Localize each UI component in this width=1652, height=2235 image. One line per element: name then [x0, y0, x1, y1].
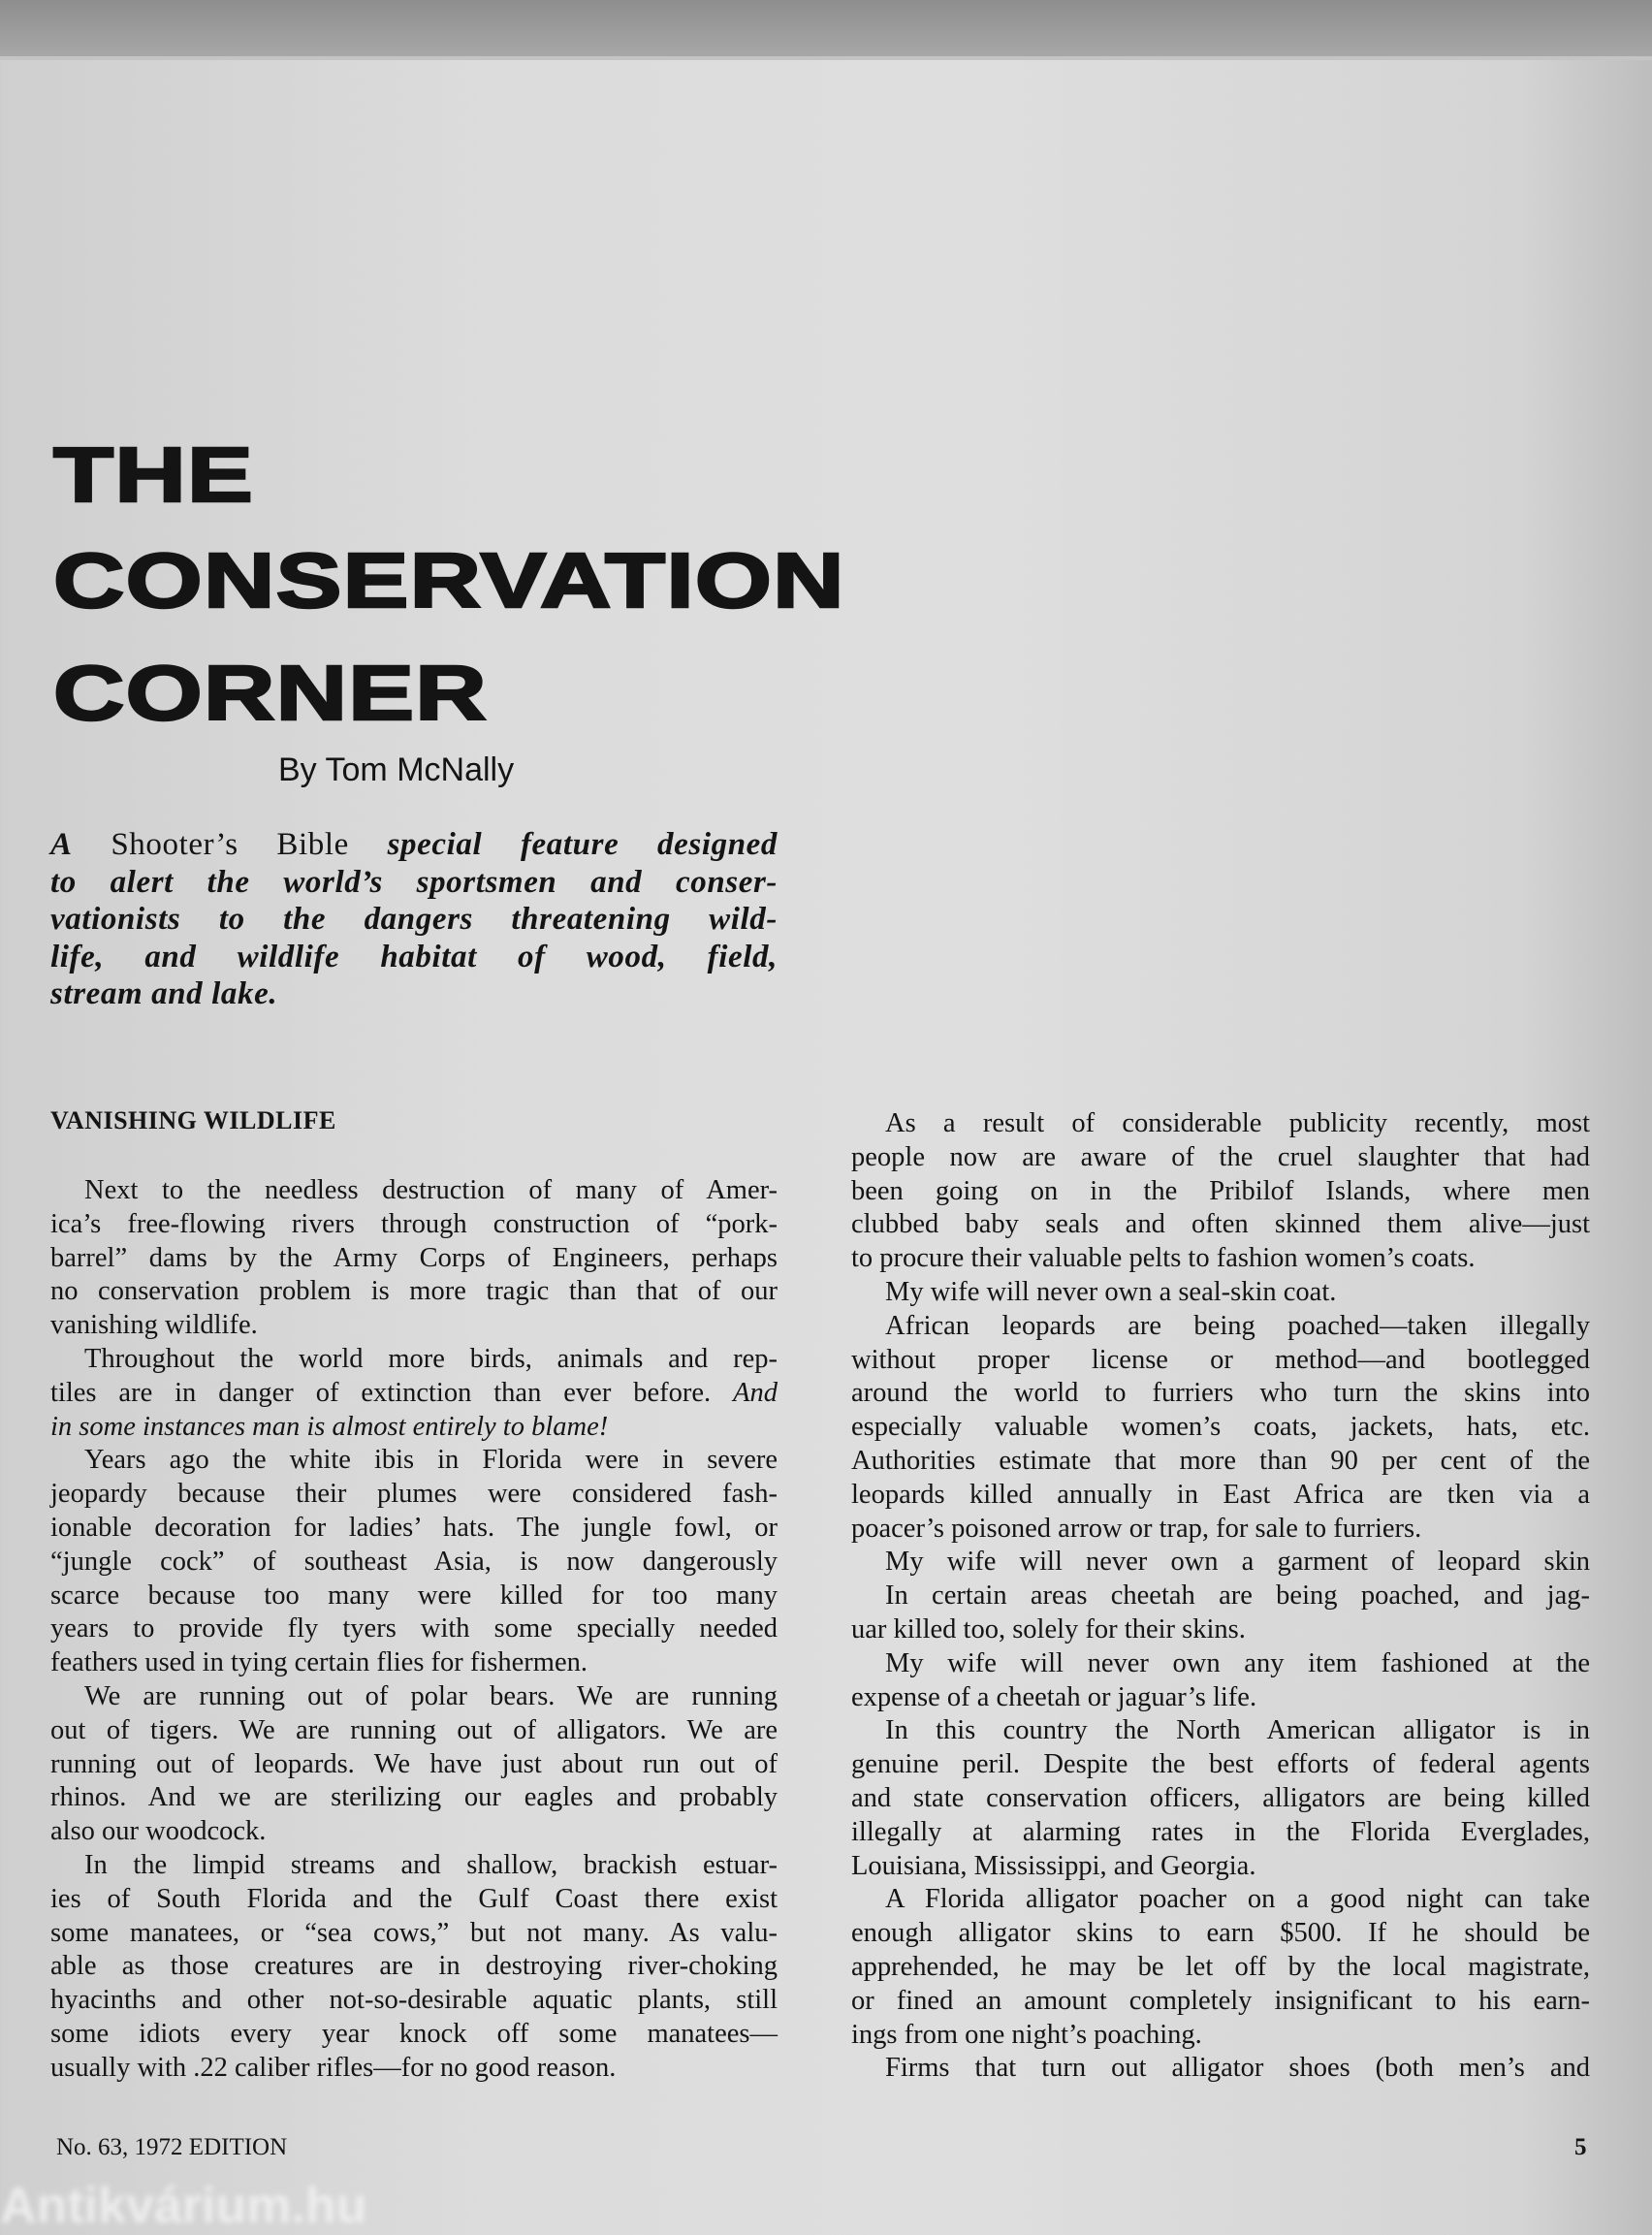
text-line: genuine peril. Despite the best efforts of federal agents	[851, 1749, 1590, 1780]
left-column	[50, 1174, 778, 2086]
text-line: ings from one night’s poaching.	[851, 2019, 1202, 2050]
text-line: feathers used in tying certain flies for fishermen.	[50, 1647, 588, 1678]
publication-name: Shooter’s Bible	[72, 827, 349, 862]
text-line: “jungle cock” of southeast Asia, is now dangerously	[50, 1546, 778, 1577]
intro-line: to alert the world’s sportsmen and conser-	[50, 864, 778, 900]
section-heading: VANISHING WILDLIFE	[50, 1106, 336, 1134]
paragraph	[50, 1680, 778, 1849]
italic-segment: in some instances man is almost entirely to blame!	[50, 1411, 609, 1442]
text-line: As a result of considerable publicity recently, most	[885, 1108, 1590, 1138]
text-line: Authorities estimate that more than 90 per cent of the	[851, 1445, 1590, 1476]
text-line: barrel” dams by the Army Corps of Engineers, perhaps	[50, 1242, 778, 1273]
text-line: jeopardy because their plumes were considered fash-	[50, 1479, 778, 1510]
paragraph	[851, 1647, 1590, 1715]
text-line: out of tigers. We are running out of alligators. We are	[50, 1714, 778, 1745]
byline: By Tom McNally	[278, 751, 515, 788]
text-line: able as those creatures are in destroying river-choking	[50, 1951, 778, 1982]
text-line: Throughout the world more birds, animals and rep-	[84, 1343, 778, 1374]
intro-lead-rest: special feature designed	[348, 827, 778, 862]
text-line: leopards killed annually in East Africa are tken via a	[851, 1479, 1590, 1510]
text-line: In certain areas cheetah are being poached, and jag-	[885, 1580, 1590, 1612]
text-line: A Florida alligator poacher on a good night can take	[885, 1884, 1590, 1915]
text-line: also our woodcock.	[50, 1816, 267, 1847]
intro-line: life, and wildlife habitat of wood, field,	[50, 939, 778, 974]
paragraph	[851, 1107, 1590, 1276]
title-line-2: CONSERVATION	[53, 537, 845, 623]
right-column	[851, 1107, 1590, 2086]
intro-deck	[50, 826, 778, 1013]
text-line: scarce because too many were killed for too many	[50, 1580, 778, 1611]
text-line: some idiots every year knock off some manatees—	[50, 2018, 778, 2049]
text-line: some manatees, or “sea cows,” but not many. As valu-	[50, 1917, 778, 1948]
text-line: people now are aware of the cruel slaughter that had	[851, 1141, 1590, 1172]
paragraph	[50, 1849, 778, 2086]
text-line: My wife will never own any item fashioned at the	[885, 1647, 1590, 1678]
paragraph	[851, 1714, 1590, 1883]
text-line: been going on in the Pribilof Islands, where men	[851, 1175, 1590, 1206]
text-line: ionable decoration for ladies’ hats. The jungle fowl, or	[50, 1512, 778, 1543]
intro-lead-italic: A	[50, 827, 73, 862]
text-line: Firms that turn out alligator shoes (both men’s and	[885, 2053, 1590, 2084]
text-line: Next to the needless destruction of many of Amer-	[84, 1175, 778, 1205]
text-line: vanishing wildlife.	[50, 1310, 258, 1341]
text-line: expense of a cheetah or jaguar’s life.	[851, 1681, 1257, 1712]
text-line: ies of South Florida and the Gulf Coast there exist	[50, 1883, 778, 1914]
text-line: years to provide fly tyers with some specially needed	[50, 1613, 778, 1644]
text-line: especially valuable women’s coats, jackets, hats, etc.	[851, 1412, 1590, 1443]
text-line: illegally at alarming rates in the Florida Everglades,	[851, 1816, 1590, 1847]
text-segment: tiles are in danger of extinction than ever before.	[50, 1377, 734, 1408]
text-line: apprehended, he may be let off by the local magistrate,	[851, 1951, 1590, 1982]
intro-line: stream and lake.	[50, 976, 278, 1011]
background-strip	[0, 0, 1652, 58]
paragraph	[851, 1546, 1590, 1580]
text-line: We are running out of polar bears. We are running	[84, 1680, 778, 1711]
paragraph	[851, 2052, 1590, 2086]
text-line: to procure their valuable pelts to fashion women’s coats.	[851, 1243, 1476, 1274]
text-line: Louisiana, Mississippi, and Georgia.	[851, 1850, 1256, 1881]
text-line: without proper license or method—and bootlegged	[851, 1344, 1590, 1375]
text-line: running out of leopards. We have just about run out of	[50, 1748, 778, 1779]
italic-segment: And	[733, 1377, 778, 1408]
intro-line: vationists to the dangers threatening wild-	[50, 902, 778, 937]
text-line: or fined an amount completely insignificant to his earn-	[851, 1985, 1590, 2016]
text-line: ica’s free-flowing rivers through construction of “pork-	[50, 1208, 778, 1239]
title-line-1: THE	[53, 431, 255, 518]
text-line: My wife will never own a garment of leopard skin	[885, 1547, 1590, 1578]
paragraph	[50, 1343, 778, 1444]
paragraph	[851, 1580, 1590, 1647]
paragraph	[50, 1174, 778, 1343]
paragraph	[50, 1444, 778, 1680]
text-line: African leopards are being poached—taken illegally	[885, 1310, 1590, 1341]
text-line: around the world to furriers who turn the skins into	[851, 1378, 1590, 1409]
paragraph	[851, 1276, 1590, 1310]
text-line: hyacinths and other not-so-desirable aquatic plants, still	[50, 1985, 778, 2016]
text-line: Years ago the white ibis in Florida were in severe	[84, 1445, 778, 1476]
paragraph	[851, 1310, 1590, 1547]
intro-line	[50, 826, 778, 864]
text-line: rhinos. And we are sterilizing our eagles and probably	[50, 1782, 778, 1813]
edition-footer: No. 63, 1972 EDITION	[56, 2134, 288, 2160]
text-line: usually with .22 caliber rifles—for no good reason.	[50, 2052, 617, 2083]
text-line: poacer’s poisoned arrow or trap, for sale to furriers.	[851, 1513, 1422, 1544]
title-line-3: CORNER	[53, 650, 488, 736]
text-line	[50, 1411, 778, 1445]
text-line: and state conservation officers, alligators are being killed	[851, 1782, 1590, 1813]
text-line: enough alligator skins to earn $500. If he should be	[851, 1918, 1590, 1949]
text-line: clubbed baby seals and often skinned them alive—just	[851, 1209, 1590, 1240]
text-line: My wife will never own a seal-skin coat.	[885, 1276, 1337, 1307]
text-line: In the limpid streams and shallow, brackish estuar-	[84, 1849, 778, 1880]
watermark: Antikvárium.hu	[0, 2178, 367, 2234]
paragraph	[851, 1883, 1590, 2052]
text-line	[50, 1377, 778, 1411]
text-line: no conservation problem is more tragic than that of our	[50, 1276, 778, 1307]
page-edge	[0, 56, 1652, 60]
text-line: In this country the North American alligator is in	[885, 1715, 1590, 1746]
page-number: 5	[1574, 2134, 1587, 2160]
text-line: uar killed too, solely for their skins.	[851, 1613, 1246, 1644]
